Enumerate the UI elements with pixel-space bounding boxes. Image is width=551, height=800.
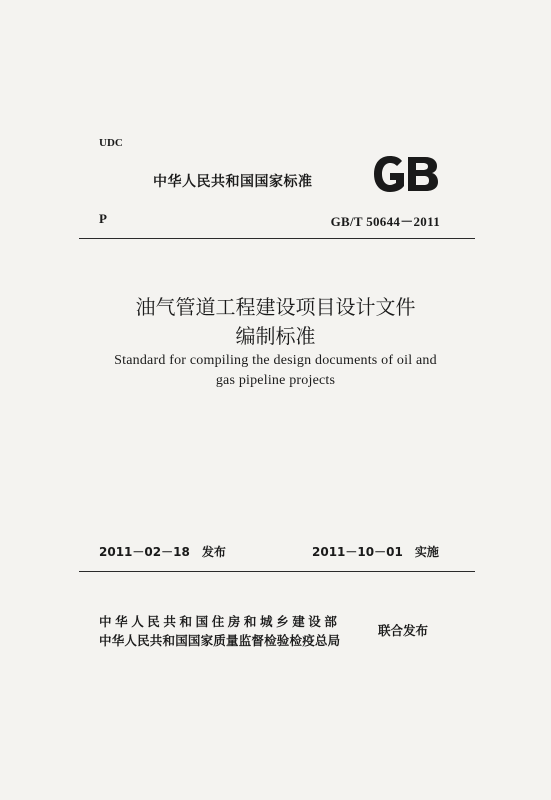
standard-number: GB/T 50644－2011 — [330, 214, 440, 229]
implement-label: 实施 — [414, 545, 439, 559]
publisher-aqsiq: 中华人民共和国国家质量监督检验检疫总局 — [99, 633, 341, 648]
top-divider — [79, 238, 475, 239]
classification-code: P — [99, 211, 107, 226]
udc-label: UDC — [99, 137, 123, 149]
issue-date: 2011－02－18 — [99, 545, 190, 559]
publisher-ministry: 中华人民共和国住房和城乡建设部 — [99, 614, 341, 629]
implement-date: 2011－10－01 — [312, 545, 403, 559]
joint-publish-label: 联合发布 — [378, 623, 429, 638]
title-chinese-line2: 编制标准 — [235, 324, 316, 348]
title-english-line1: Standard for compiling the design documents of oil and — [114, 353, 437, 368]
issue-date-line — [99, 543, 226, 560]
bottom-divider — [79, 571, 475, 572]
title-english-line2: gas pipeline projects — [215, 373, 336, 388]
title-chinese-line1: 油气管道工程建设项目设计文件 — [135, 295, 416, 319]
issue-label: 发布 — [201, 545, 226, 559]
implement-date-line — [312, 543, 439, 560]
national-standard-title: 中华人民共和国国家标准 — [153, 174, 313, 190]
gb-logo — [371, 153, 441, 195]
